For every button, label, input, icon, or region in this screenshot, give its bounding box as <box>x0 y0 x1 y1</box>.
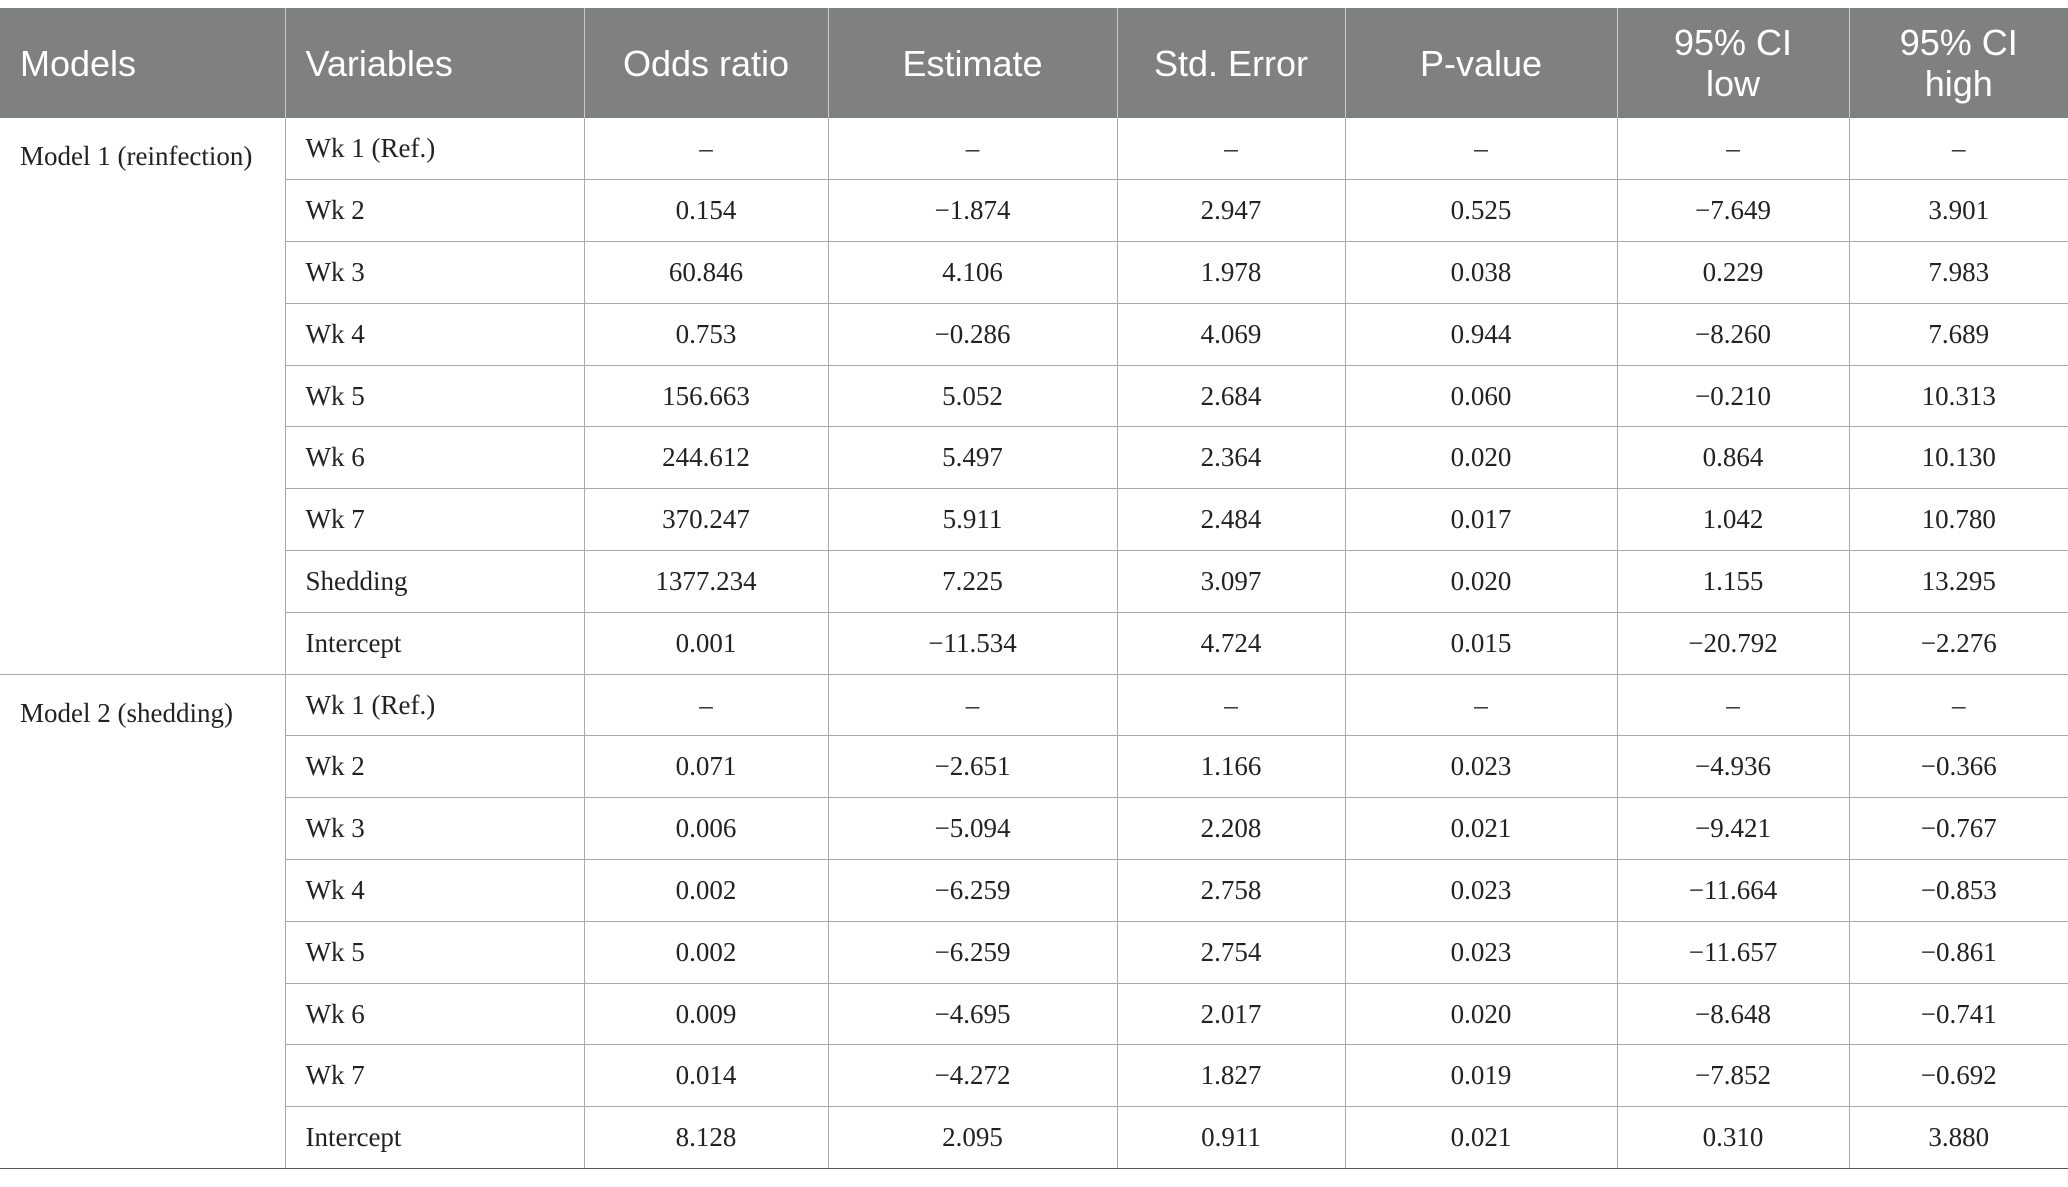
table-row <box>0 1107 2068 1169</box>
ci-low-cell: −0.210 <box>1617 365 1849 427</box>
odds-ratio-cell: 0.002 <box>584 860 828 922</box>
ci-high-cell: 10.780 <box>1849 489 2068 551</box>
variable-cell: Wk 3 <box>285 242 584 304</box>
p-value-cell: 0.020 <box>1345 983 1617 1045</box>
variable-cell: Wk 2 <box>285 180 584 242</box>
ci-high-cell: 13.295 <box>1849 551 2068 613</box>
p-value-cell: 0.021 <box>1345 1107 1617 1169</box>
odds-ratio-cell: 0.071 <box>584 736 828 798</box>
p-value-cell: 0.021 <box>1345 798 1617 860</box>
header-variables: Variables <box>285 8 584 118</box>
ci-high-cell: 7.983 <box>1849 242 2068 304</box>
header-odds-ratio: Odds ratio <box>584 8 828 118</box>
std-error-cell: 1.166 <box>1117 736 1345 798</box>
header-std-error: Std. Error <box>1117 8 1345 118</box>
variable-cell: Wk 6 <box>285 983 584 1045</box>
estimate-cell: −0.286 <box>828 303 1117 365</box>
p-value-cell: 0.023 <box>1345 921 1617 983</box>
table-row <box>0 365 2068 427</box>
ci-high-cell: – <box>1849 118 2068 180</box>
ci-high-cell: 10.313 <box>1849 365 2068 427</box>
odds-ratio-cell: 0.014 <box>584 1045 828 1107</box>
p-value-cell: 0.060 <box>1345 365 1617 427</box>
table-row <box>0 118 2068 180</box>
table-row <box>0 551 2068 613</box>
estimate-cell: 5.911 <box>828 489 1117 551</box>
std-error-cell: 4.724 <box>1117 612 1345 674</box>
ci-low-cell: −4.936 <box>1617 736 1849 798</box>
ci-low-cell: 0.864 <box>1617 427 1849 489</box>
estimate-cell: −2.651 <box>828 736 1117 798</box>
table-row <box>0 736 2068 798</box>
odds-ratio-cell: 0.001 <box>584 612 828 674</box>
header-ci-low: 95% CI low <box>1617 8 1849 118</box>
variable-cell: Wk 5 <box>285 365 584 427</box>
estimate-cell: −6.259 <box>828 860 1117 922</box>
std-error-cell: 2.364 <box>1117 427 1345 489</box>
std-error-cell: 1.978 <box>1117 242 1345 304</box>
p-value-cell: 0.020 <box>1345 551 1617 613</box>
std-error-cell: 2.758 <box>1117 860 1345 922</box>
variable-cell: Wk 4 <box>285 303 584 365</box>
variable-cell: Intercept <box>285 612 584 674</box>
ci-high-cell: −0.767 <box>1849 798 2068 860</box>
std-error-cell: 2.684 <box>1117 365 1345 427</box>
estimate-cell: −4.695 <box>828 983 1117 1045</box>
ci-high-cell: 3.901 <box>1849 180 2068 242</box>
p-value-cell: 0.020 <box>1345 427 1617 489</box>
ci-high-cell: −0.861 <box>1849 921 2068 983</box>
p-value-cell: – <box>1345 118 1617 180</box>
std-error-cell: 2.754 <box>1117 921 1345 983</box>
ci-low-cell: 1.042 <box>1617 489 1849 551</box>
estimate-cell: – <box>828 118 1117 180</box>
odds-ratio-cell: 0.006 <box>584 798 828 860</box>
ci-high-cell: 10.130 <box>1849 427 2068 489</box>
std-error-cell: 1.827 <box>1117 1045 1345 1107</box>
ci-low-cell: – <box>1617 118 1849 180</box>
p-value-cell: 0.019 <box>1345 1045 1617 1107</box>
odds-ratio-cell: 370.247 <box>584 489 828 551</box>
ci-low-cell: −7.852 <box>1617 1045 1849 1107</box>
ci-high-cell: −0.853 <box>1849 860 2068 922</box>
regression-table <box>0 8 2068 1169</box>
ci-low-cell: 1.155 <box>1617 551 1849 613</box>
ci-low-cell: −8.648 <box>1617 983 1849 1045</box>
table-row <box>0 242 2068 304</box>
estimate-cell: −1.874 <box>828 180 1117 242</box>
estimate-cell: −4.272 <box>828 1045 1117 1107</box>
model-cell: Model 1 (reinfection) <box>0 118 285 674</box>
header-row <box>0 8 2068 118</box>
p-value-cell: 0.015 <box>1345 612 1617 674</box>
ci-high-cell: 3.880 <box>1849 1107 2068 1169</box>
odds-ratio-cell: 0.154 <box>584 180 828 242</box>
ci-low-cell: – <box>1617 674 1849 736</box>
std-error-cell: 2.947 <box>1117 180 1345 242</box>
estimate-cell: 2.095 <box>828 1107 1117 1169</box>
odds-ratio-cell: 156.663 <box>584 365 828 427</box>
table-row <box>0 921 2068 983</box>
variable-cell: Intercept <box>285 1107 584 1169</box>
ci-low-cell: 0.229 <box>1617 242 1849 304</box>
ci-low-cell: −11.664 <box>1617 860 1849 922</box>
estimate-cell: 5.052 <box>828 365 1117 427</box>
table-row <box>0 674 2068 736</box>
odds-ratio-cell: 1377.234 <box>584 551 828 613</box>
estimate-cell: −11.534 <box>828 612 1117 674</box>
variable-cell: Wk 5 <box>285 921 584 983</box>
odds-ratio-cell: 8.128 <box>584 1107 828 1169</box>
estimate-cell: 7.225 <box>828 551 1117 613</box>
variable-cell: Wk 7 <box>285 1045 584 1107</box>
table-row <box>0 860 2068 922</box>
estimate-cell: – <box>828 674 1117 736</box>
ci-high-cell: −0.366 <box>1849 736 2068 798</box>
header-p-value: P-value <box>1345 8 1617 118</box>
ci-low-cell: −20.792 <box>1617 612 1849 674</box>
estimate-cell: −6.259 <box>828 921 1117 983</box>
table-row <box>0 1045 2068 1107</box>
estimate-cell: −5.094 <box>828 798 1117 860</box>
std-error-cell: 4.069 <box>1117 303 1345 365</box>
ci-high-cell: – <box>1849 674 2068 736</box>
table-body <box>0 118 2068 1169</box>
table-row <box>0 180 2068 242</box>
p-value-cell: 0.023 <box>1345 736 1617 798</box>
std-error-cell: – <box>1117 674 1345 736</box>
header-ci-high: 95% CI high <box>1849 8 2068 118</box>
header-estimate: Estimate <box>828 8 1117 118</box>
std-error-cell: 2.017 <box>1117 983 1345 1045</box>
p-value-cell: 0.525 <box>1345 180 1617 242</box>
odds-ratio-cell: – <box>584 118 828 180</box>
table-row <box>0 798 2068 860</box>
variable-cell: Wk 2 <box>285 736 584 798</box>
table-row <box>0 427 2068 489</box>
variable-cell: Wk 7 <box>285 489 584 551</box>
ci-high-cell: −0.741 <box>1849 983 2068 1045</box>
variable-cell: Wk 3 <box>285 798 584 860</box>
odds-ratio-cell: 60.846 <box>584 242 828 304</box>
model-cell: Model 2 (shedding) <box>0 674 285 1168</box>
ci-low-cell: −8.260 <box>1617 303 1849 365</box>
odds-ratio-cell: 244.612 <box>584 427 828 489</box>
ci-low-cell: −7.649 <box>1617 180 1849 242</box>
p-value-cell: 0.017 <box>1345 489 1617 551</box>
table-row <box>0 983 2068 1045</box>
p-value-cell: 0.944 <box>1345 303 1617 365</box>
p-value-cell: 0.023 <box>1345 860 1617 922</box>
std-error-cell: 2.484 <box>1117 489 1345 551</box>
odds-ratio-cell: 0.753 <box>584 303 828 365</box>
std-error-cell: 3.097 <box>1117 551 1345 613</box>
variable-cell: Wk 1 (Ref.) <box>285 674 584 736</box>
p-value-cell: 0.038 <box>1345 242 1617 304</box>
estimate-cell: 5.497 <box>828 427 1117 489</box>
variable-cell: Shedding <box>285 551 584 613</box>
table-row <box>0 303 2068 365</box>
ci-low-cell: −11.657 <box>1617 921 1849 983</box>
ci-low-cell: 0.310 <box>1617 1107 1849 1169</box>
std-error-cell: – <box>1117 118 1345 180</box>
odds-ratio-cell: 0.009 <box>584 983 828 1045</box>
table-row <box>0 612 2068 674</box>
table-row <box>0 489 2068 551</box>
odds-ratio-cell: 0.002 <box>584 921 828 983</box>
std-error-cell: 2.208 <box>1117 798 1345 860</box>
ci-high-cell: −2.276 <box>1849 612 2068 674</box>
std-error-cell: 0.911 <box>1117 1107 1345 1169</box>
p-value-cell: – <box>1345 674 1617 736</box>
header-models: Models <box>0 8 285 118</box>
variable-cell: Wk 4 <box>285 860 584 922</box>
variable-cell: Wk 6 <box>285 427 584 489</box>
estimate-cell: 4.106 <box>828 242 1117 304</box>
ci-low-cell: −9.421 <box>1617 798 1849 860</box>
variable-cell: Wk 1 (Ref.) <box>285 118 584 180</box>
ci-high-cell: 7.689 <box>1849 303 2068 365</box>
odds-ratio-cell: – <box>584 674 828 736</box>
ci-high-cell: −0.692 <box>1849 1045 2068 1107</box>
